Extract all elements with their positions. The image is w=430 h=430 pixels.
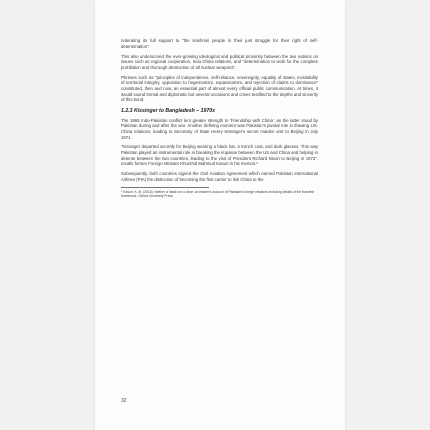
document-page [95, 0, 345, 430]
paragraph-2: This also underscored the ever-growing ideological and political proximity between the two nations on issues such as regional cooperation, Indo-China relations, and "determination to work for the complete prohibition and thorough destruction of all nuclear weapons". [121, 53, 318, 70]
paragraph-5: "Kissinger departed secretly for Beijing wearing a black hat, a trench coat, and dark glasses. This way Pakistan played an instrumental role in breaking the impasse between the US and China and helping in detente between the two countries, leading to the visit of President Richard Nixon to Beijing in 1972", recalls former Foreign Minister Khurshid Mahmud Kasuri in his memoir.⁸ [121, 144, 318, 167]
page-body [121, 38, 318, 198]
paragraph-1: reiterating its full support to "the Kashmiri people in their just struggle for their right of self-determination". [121, 38, 318, 49]
paragraph-4: The 1965 Indo-Pakistan conflict lent greater strength to 'Friendship with China', as the latter stood by Pakistan during and after the war. Another defining moment was Pakistan's pivotal role in thawing US-China relations, leading to Secretary of State Henry Kissinger's secret maiden visit to Beijing in July 1971. [121, 117, 318, 140]
footnote-divider [121, 187, 209, 188]
paragraph-6: Subsequently, both countries signed the Civil Aviation Agreement which earned Pakistan International Airlines (PIA) the distinction of becoming the first carrier to link China to the [121, 171, 318, 182]
page-number: 32 [121, 398, 127, 404]
section-heading: 1.2.3 Kissinger to Bangladesh – 1970s [121, 107, 215, 114]
footnote: ⁸ Kasuri, K. M. (2016). Neither a hawk nor a dove: an insider's account of Pakistan's foreign relations including details of the Kashmir framework. Oxford University Press [121, 189, 315, 199]
paragraph-3: Phrases such as "principles of independence, self-reliance, sovereignty, equality of states, inviolability of territorial integrity, opposition to hegemonism, expansionism, and rejection of claims to dominance" constituted, then and now, an essential part of almost every official public communication. At times, it would sound formal and diplomatic but several occasions and crises testified to the depths and sincerity of this bond. [121, 74, 318, 103]
